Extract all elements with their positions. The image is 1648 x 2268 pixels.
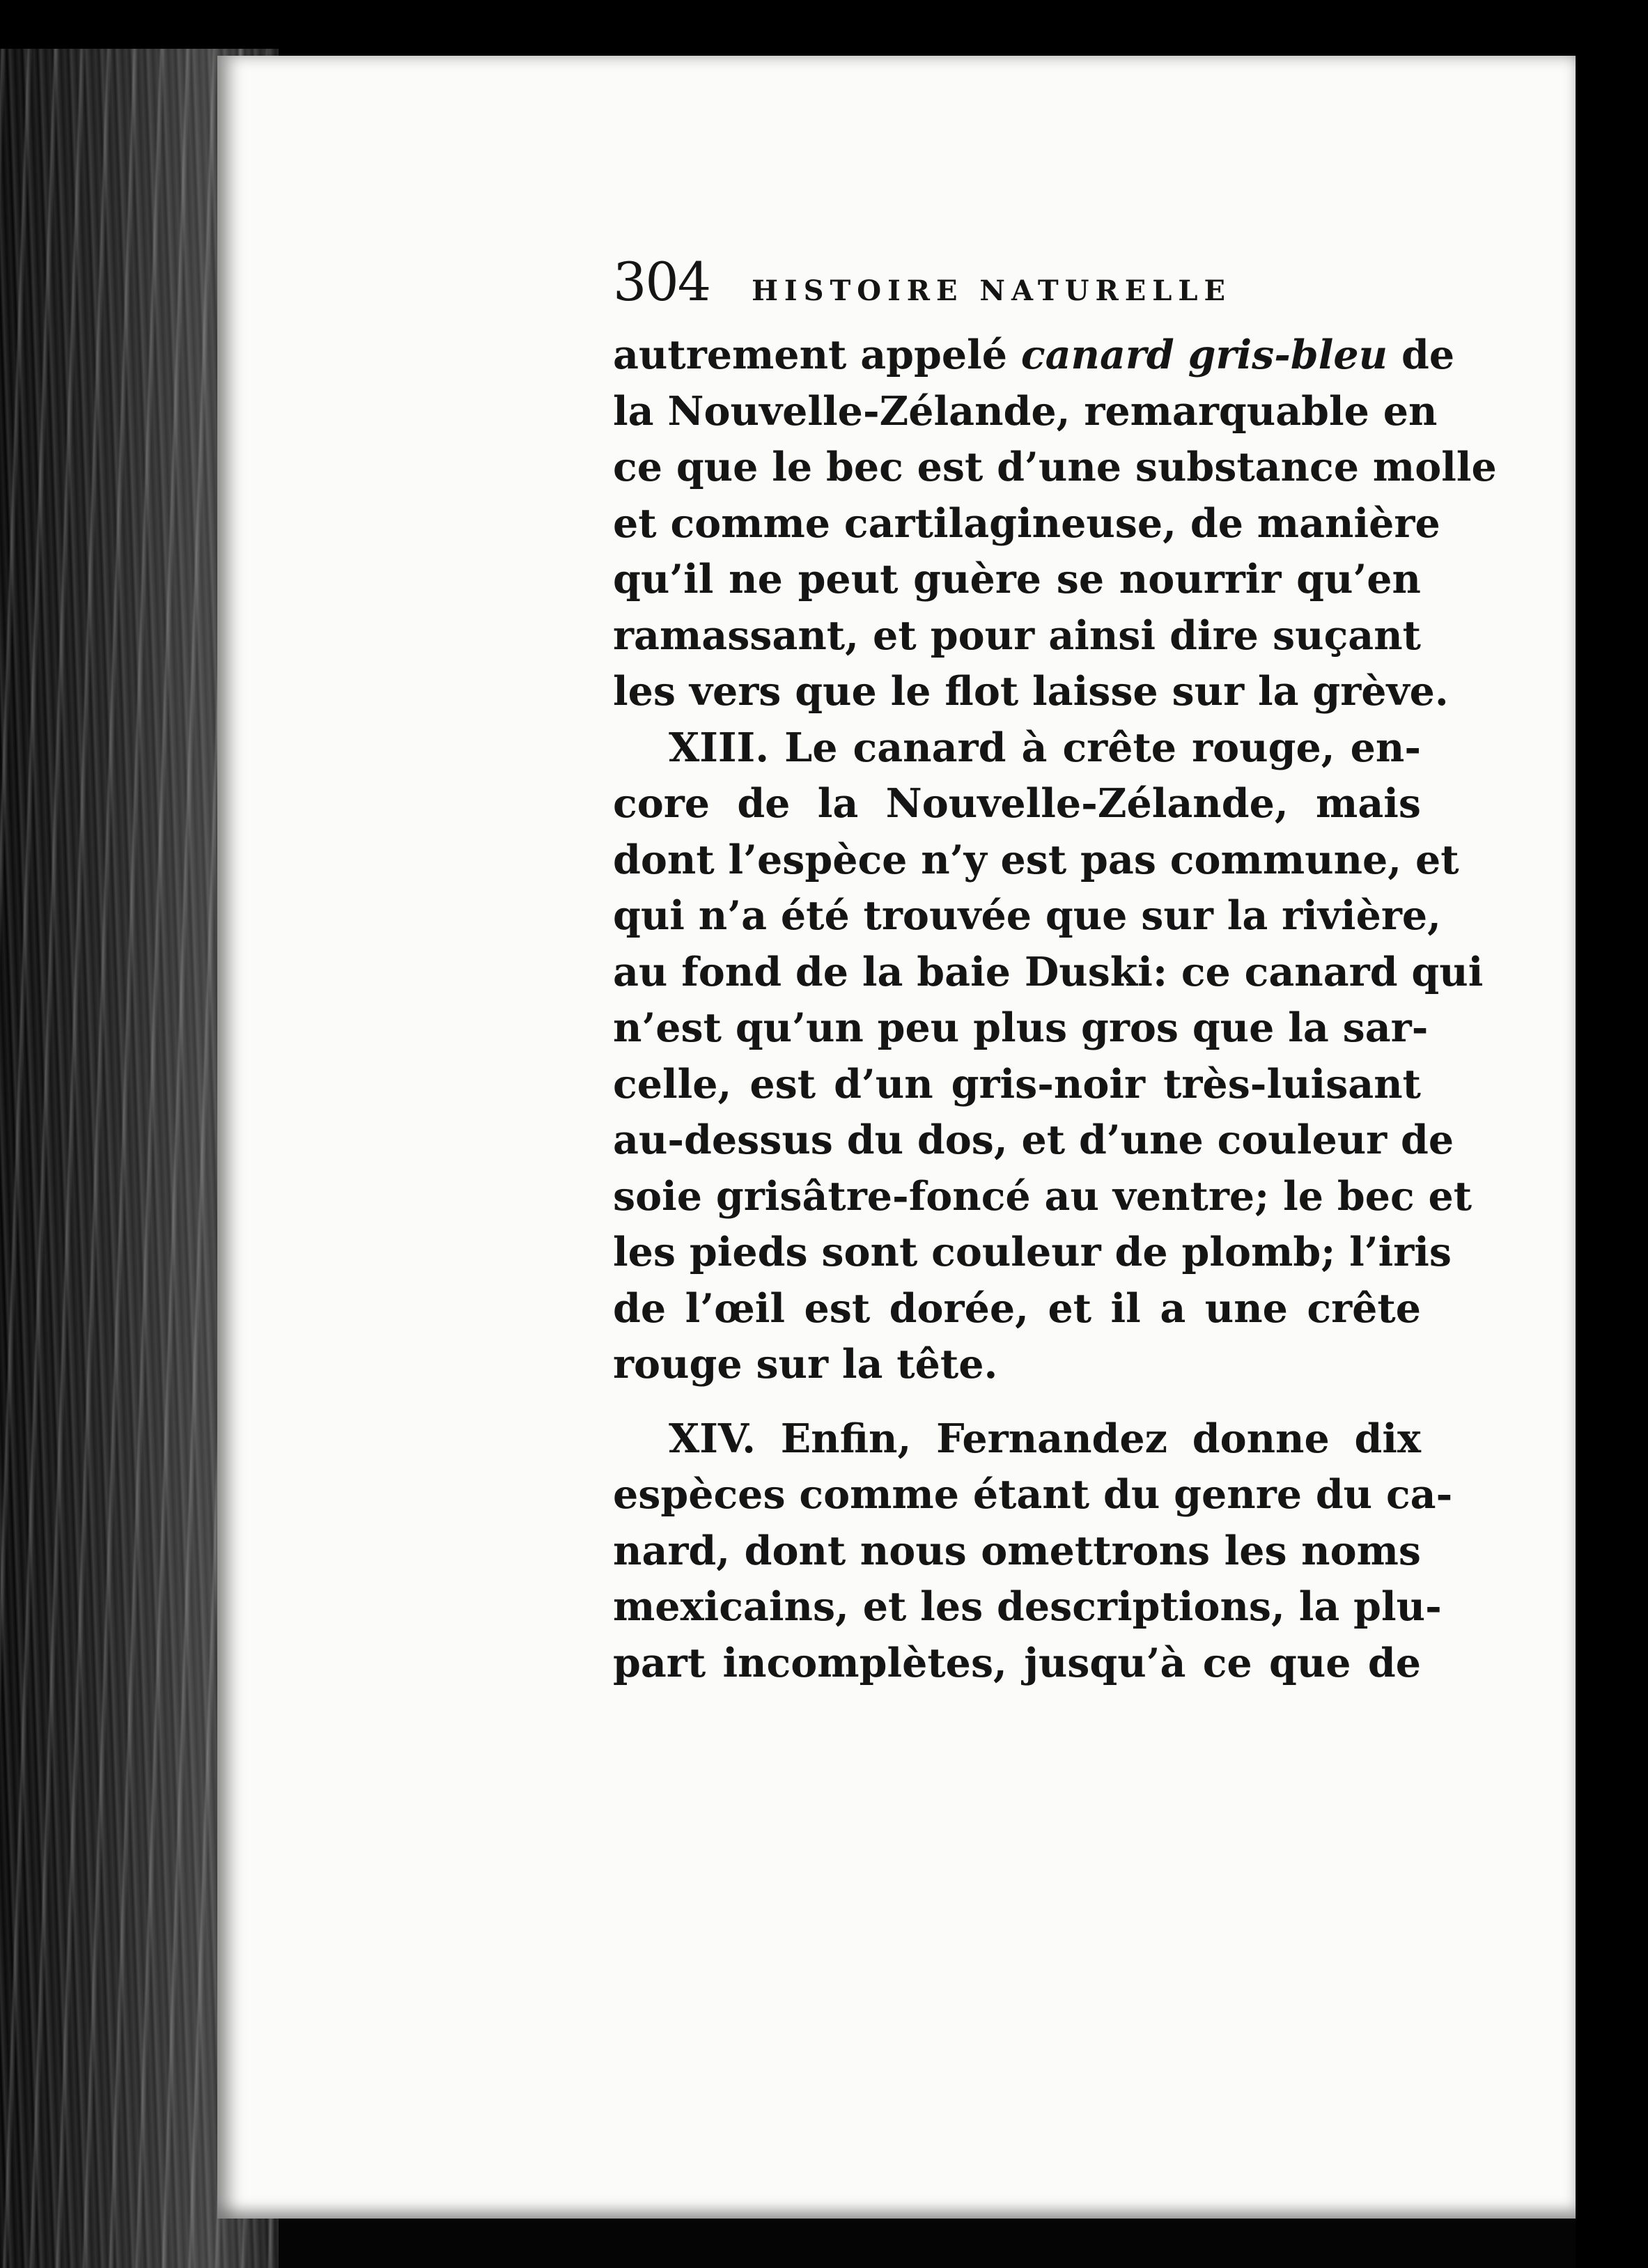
text-line: au-dessus du dos, et d’une couleur de — [613, 1117, 1454, 1163]
paragraph-1 — [613, 327, 1497, 720]
paragraph-3 — [613, 1411, 1453, 1692]
text-line: de l’œil est dorée, et il a une crête — [613, 1284, 1421, 1332]
text-line: au fond de la baie Duski: ce canard qui — [613, 948, 1484, 995]
text-line: ramassant, et pour ainsi dire suçant — [613, 612, 1421, 659]
text-line: XIV. Enfin, Fernandez donne dix — [669, 1415, 1421, 1462]
running-head: HISTOIRE NATURELLE — [752, 274, 1231, 307]
text-line: celle, est d’un gris-noir très-luisant — [613, 1060, 1421, 1108]
text-line: n’est qu’un peu plus gros que la sar- — [613, 1004, 1429, 1051]
text-line: part incomplètes, jusqu’à ce que de — [613, 1639, 1421, 1686]
text-line: XIII. Le canard à crête rouge, en- — [669, 724, 1421, 771]
text-line: nard, dont nous omettrons les noms — [613, 1527, 1421, 1574]
text-line: ce que le bec est d’une substance molle — [613, 444, 1497, 490]
text-line: dont l’espèce n’y est pas commune, et — [613, 836, 1459, 883]
text-line: qu’il ne peut guère se nourrir qu’en — [613, 556, 1421, 603]
text-line: rouge sur la tête. — [613, 1341, 998, 1388]
text-line: les pieds sont couleur de plomb; l’iris — [613, 1229, 1452, 1275]
text-line: qui n’a été trouvée que sur la rivière, — [613, 892, 1441, 939]
text-line: autrement appelé canard gris-bleu de — [613, 332, 1455, 378]
scan-right-border — [1576, 0, 1648, 2268]
page-header — [613, 251, 1421, 327]
text-line: les vers que le flot laisse sur la grève. — [613, 668, 1449, 715]
text-line: mexicains, et les descriptions, la plu- — [613, 1583, 1442, 1630]
page-text — [613, 251, 1497, 1691]
paragraph-2 — [613, 720, 1484, 1393]
text-line: la Nouvelle-Zélande, remarquable en — [613, 387, 1438, 435]
text-line: et comme cartilagineuse, de manière — [613, 499, 1440, 547]
text-line: core de la Nouvelle-Zélande, mais — [613, 780, 1421, 827]
italic-term: canard gris-bleu — [1020, 332, 1388, 378]
scan-top-border — [0, 0, 1648, 56]
text-line: espèces comme étant du genre du ca- — [613, 1471, 1453, 1518]
text-line: soie grisâtre-foncé au ventre; le bec et — [613, 1172, 1472, 1220]
page-number: 304 — [613, 251, 710, 313]
